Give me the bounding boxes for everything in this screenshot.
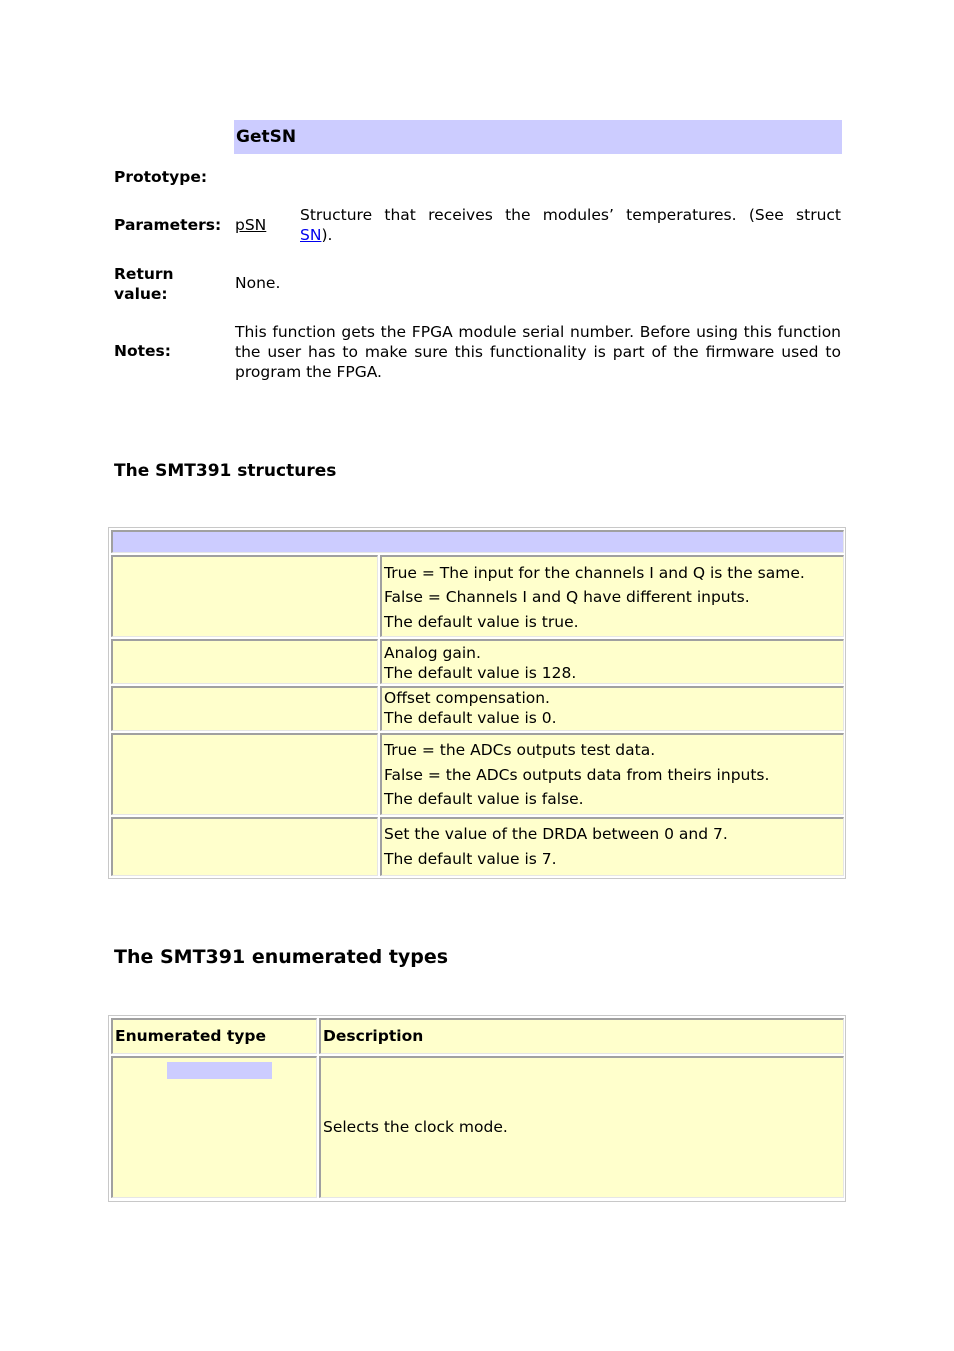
- return-label-line-2: value:: [114, 285, 168, 303]
- enums-heading: The SMT391 enumerated types: [114, 946, 449, 968]
- notes-text: This function gets the FPGA module serial number. Before using this function the user has to make sure this functionality is part of the firmware used to program the FPGA.: [235, 323, 841, 381]
- structure-field-cell: [111, 817, 378, 876]
- enum-desc-cell: [319, 1056, 844, 1198]
- parameters-label: Parameters:: [114, 216, 222, 234]
- structures-heading: The SMT391 structures: [114, 461, 337, 481]
- param-name: pSN: [235, 216, 267, 234]
- enum-description: Selects the clock mode.: [323, 1118, 508, 1136]
- desc-line: The default value is 0.: [384, 709, 557, 727]
- desc-line: The default value is false.: [384, 790, 584, 808]
- structure-field-cell: [111, 639, 378, 684]
- enum-col-header-desc: [319, 1018, 844, 1054]
- desc-line: Set the value of the DRDA between 0 and 7.: [384, 825, 728, 843]
- structure-field-cell: [111, 555, 378, 637]
- function-title: GetSN: [234, 120, 842, 154]
- structures-header-row: [111, 530, 844, 553]
- desc-line: False = Channels I and Q have different inputs.: [384, 588, 750, 606]
- desc-line: True = the ADCs outputs test data.: [384, 741, 656, 759]
- desc-line: Analog gain.: [384, 644, 481, 662]
- structure-desc-cell: [380, 639, 844, 684]
- struct-sn-link[interactable]: SN: [300, 226, 322, 244]
- structure-field-cell: [111, 733, 378, 815]
- desc-line: False = the ADCs outputs data from theirs inputs.: [384, 766, 770, 784]
- param-desc-end: ).: [321, 226, 333, 244]
- param-desc-line-2: [300, 225, 841, 245]
- desc-line: The default value is true.: [384, 613, 579, 631]
- enum-type-highlight: [167, 1062, 272, 1079]
- enum-desc-header: Description: [323, 1027, 424, 1045]
- enum-col-header-type: [111, 1018, 317, 1054]
- desc-line: The default value is 7.: [384, 850, 557, 868]
- structure-desc-cell: [380, 817, 844, 876]
- enum-type-header: Enumerated type: [115, 1027, 266, 1045]
- return-label-line-1: Return: [114, 265, 174, 283]
- return-value-label: [114, 264, 174, 304]
- structure-desc-cell: [380, 686, 844, 731]
- structure-field-cell: [111, 686, 378, 731]
- notes-label: Notes:: [114, 342, 171, 360]
- param-description: [300, 205, 841, 245]
- param-desc-line: Structure that receives the modules’ temperatures. (See struct: [300, 206, 841, 224]
- structure-desc-cell: [380, 733, 844, 815]
- enum-type-cell: [111, 1056, 317, 1198]
- return-value: None.: [235, 274, 281, 292]
- desc-line: The default value is 128.: [384, 664, 577, 682]
- desc-line: True = The input for the channels I and Q is the same.: [384, 564, 805, 582]
- structure-desc-cell: [380, 555, 844, 637]
- desc-line: Offset compensation.: [384, 689, 550, 707]
- prototype-label: Prototype:: [114, 168, 208, 186]
